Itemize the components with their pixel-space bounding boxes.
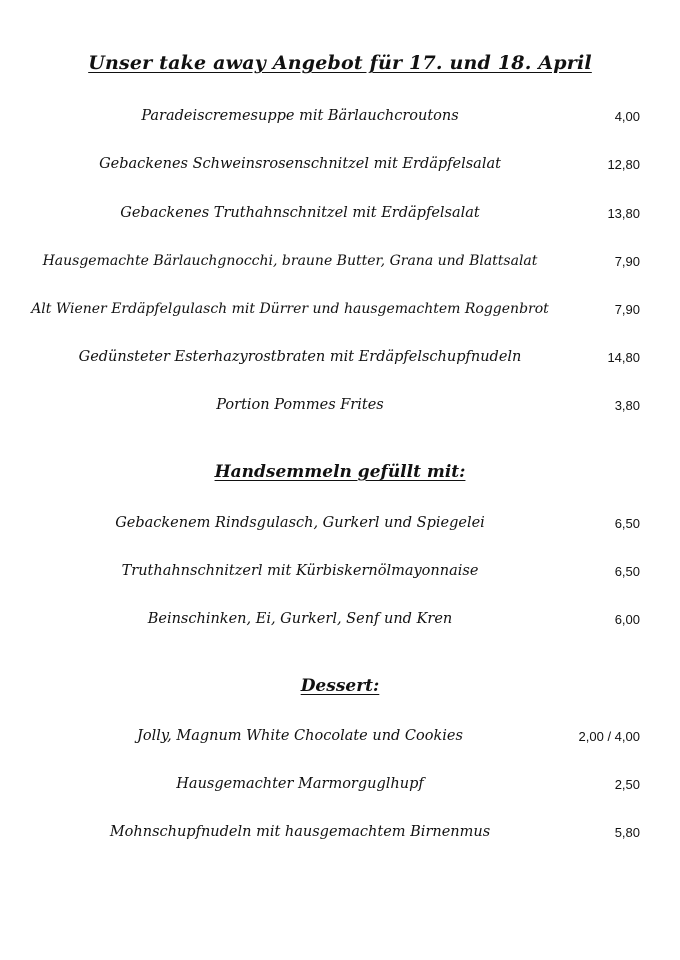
menu-item-price: 2,50: [614, 777, 640, 792]
menu-item-price: 5,80: [614, 825, 640, 840]
menu-item-price: 7,90: [614, 254, 640, 269]
menu-item-name: Hausgemachter Marmorguglhupf: [176, 776, 424, 792]
section-heading-dessert: Dessert:: [300, 676, 380, 696]
menu-item-price: 6,50: [614, 516, 640, 531]
menu-item-price: 6,50: [614, 564, 640, 579]
menu-item-price: 4,00: [614, 109, 640, 124]
page-title: Unser take away Angebot für 17. und 18. April: [88, 52, 592, 74]
menu-item: [40, 156, 640, 180]
menu-item-price: 7,90: [614, 302, 640, 317]
menu-item: [40, 611, 640, 635]
menu-item: [31, 301, 640, 325]
menu-item-name: Gedünsteter Esterhazyrostbraten mit Erdäpfelschupfnudeln: [78, 349, 522, 365]
menu-item-name: Hausgemachte Bärlauchgnocchi, braune Butter, Grana und Blattsalat: [42, 253, 538, 269]
menu-item-name: Gebackenem Rindsgulasch, Gurkerl und Spiegelei: [115, 515, 485, 531]
menu-item-name: Gebackenes Schweinsrosenschnitzel mit Erdäpfelsalat: [99, 156, 501, 172]
menu-item-name: Jolly, Magnum White Chocolate und Cookies: [137, 728, 463, 744]
menu-item-price: 13,80: [607, 206, 640, 221]
menu-item: [40, 108, 640, 132]
menu-item-price: 12,80: [607, 157, 640, 172]
menu-item: [40, 515, 640, 539]
menu-item-price: 2,00 / 4,00: [578, 729, 640, 744]
menu-item: [40, 563, 640, 587]
menu-item-name: Truthahnschnitzerl mit Kürbiskernölmayonnaise: [121, 563, 479, 579]
menu-item: [40, 776, 640, 800]
section-heading-handsemmeln: Handsemmeln gefüllt mit:: [214, 462, 466, 482]
menu-item: [40, 205, 640, 229]
menu-item: [40, 349, 640, 373]
menu-item: [40, 824, 640, 848]
menu-item-name: Beinschinken, Ei, Gurkerl, Senf und Kren: [147, 611, 453, 627]
menu-item-price: 3,80: [614, 398, 640, 413]
menu-item-name: Alt Wiener Erdäpfelgulasch mit Dürrer und hausgemachtem Roggenbrot: [31, 301, 549, 317]
menu-item: [40, 728, 640, 752]
menu-item-name: Gebackenes Truthahnschnitzel mit Erdäpfelsalat: [120, 205, 480, 221]
menu-item: [40, 397, 640, 421]
menu-item: [40, 253, 640, 277]
menu-item-name: Paradeiscremesuppe mit Bärlauchcroutons: [141, 108, 459, 124]
menu-item-name: Mohnschupfnudeln mit hausgemachtem Birnenmus: [109, 824, 491, 840]
menu-item-name: Portion Pommes Frites: [216, 397, 384, 413]
menu-item-price: 6,00: [614, 612, 640, 627]
menu-item-price: 14,80: [607, 350, 640, 365]
